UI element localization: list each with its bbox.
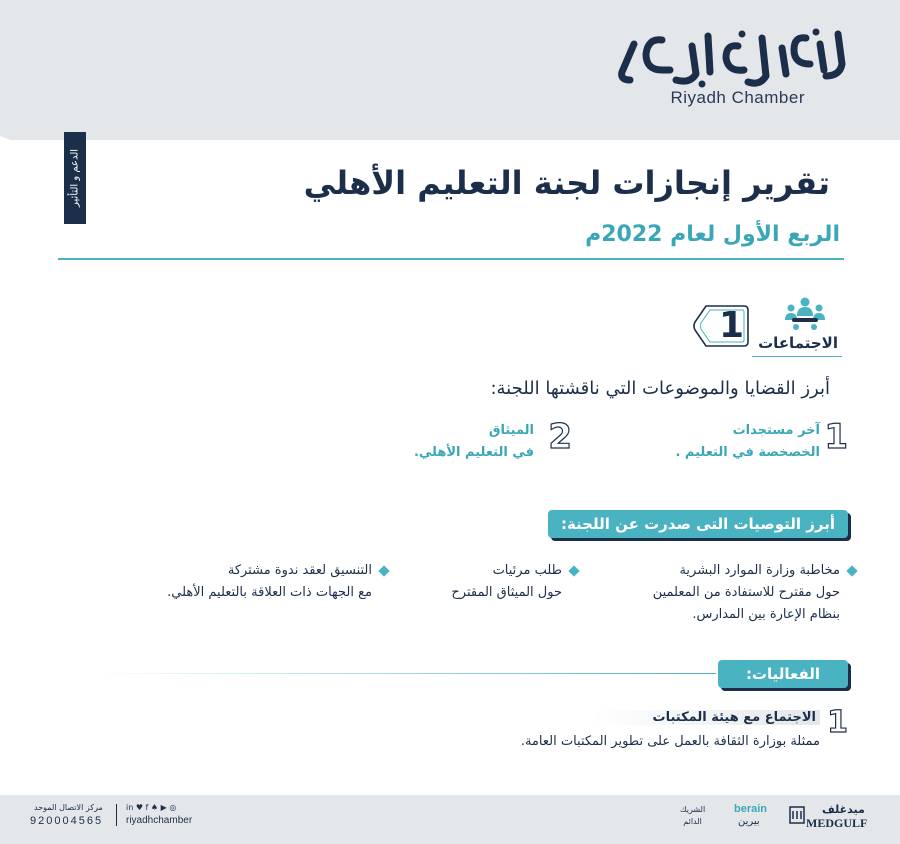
footer-contact-label: مركز الاتصال الموحد [34, 803, 103, 812]
diamond-bullet-icon [846, 565, 857, 576]
diamond-bullet-icon [568, 565, 579, 576]
rec-1-line-3: بنظام الإعارة بين المدارس. [692, 607, 840, 622]
rec-2-line-2: حول الميثاق المقترح [451, 585, 562, 600]
partner-label-line-2: الدائم [683, 817, 702, 826]
footer-social-handle[interactable]: riyadhchamber [126, 815, 193, 826]
logo-english-text: Riyadh Chamber [670, 88, 805, 107]
topic-1-line-1: آخر مستجدات [732, 423, 820, 438]
events-heading: الفعاليات: [718, 660, 848, 688]
recommendation-item-2 [451, 560, 578, 604]
footer-partner-label [680, 804, 705, 828]
topics-heading: أبرز القضايا والموضوعات التي ناقشتها اللجنة: [490, 378, 830, 399]
rec-3-line-1: التنسيق لعقد ندوة مشتركة [227, 563, 372, 578]
topic-number-1: 1 [824, 417, 848, 457]
recommendation-item-3 [167, 560, 388, 604]
meeting-people-icon [782, 296, 828, 332]
footer-social-icons[interactable]: in ♥ f ♠ ▶ ◎ [126, 803, 177, 812]
topic-item-2 [414, 420, 534, 464]
topic-1-line-2: الخصخصة في التعليم . [675, 445, 820, 460]
footer-separator [116, 804, 117, 826]
meeting-count: 1 [718, 305, 744, 346]
topic-2-line-2: في التعليم الأهلي. [413, 445, 534, 460]
topic-number-2: 2 [548, 417, 572, 457]
medgulf-logo-icon [789, 806, 805, 824]
rec-1-line-2: حول مقترح للاستفادة من المعلمين [652, 585, 840, 600]
topic-2-line-1: الميثاق [488, 423, 534, 438]
topic-item-1 [675, 420, 820, 464]
header-zigzag-edge [0, 108, 900, 142]
diamond-bullet-icon [378, 565, 389, 576]
rec-2-line-1: طلب مرئيات [492, 563, 562, 578]
meetings-label: الاجتماعات [758, 334, 838, 352]
events-divider [96, 673, 716, 674]
event-1-title: الاجتماع مع هيئة المكتبات [593, 710, 820, 725]
rec-1-line-1: مخاطبة وزارة الموارد البشرية [679, 563, 840, 578]
event-number-1: 1 [827, 705, 848, 740]
medgulf-logo-ar: ميدغلف [822, 803, 865, 816]
recommendation-item-1 [653, 560, 856, 626]
medgulf-logo-en: MEDGULF [806, 816, 868, 830]
footer-phone[interactable]: 920004565 [30, 815, 104, 827]
report-subtitle: الربع الأول لعام 2022م [585, 222, 840, 247]
riyadh-chamber-logo-mark [610, 24, 850, 92]
category-side-tab [64, 132, 86, 224]
event-1-description: ممثلة بوزارة الثقافة بالعمل على تطوير المكتبات العامة. [520, 734, 820, 749]
meetings-underline [752, 356, 842, 357]
partner-label-line-1: الشريك [680, 805, 706, 814]
berain-logo-ar: بيرين [738, 816, 760, 827]
rec-3-line-2: مع الجهات ذات العلاقة بالتعليم الأهلي. [167, 585, 372, 600]
side-tab-label: الدعم و التأثير [69, 148, 81, 208]
report-title: تقرير إنجازات لجنة التعليم الأهلي [303, 164, 830, 202]
recommendations-heading: أبرز التوصيات التى صدرت عن اللجنة: [548, 510, 848, 538]
berain-logo-en: berain [734, 803, 768, 815]
title-divider [58, 258, 844, 260]
